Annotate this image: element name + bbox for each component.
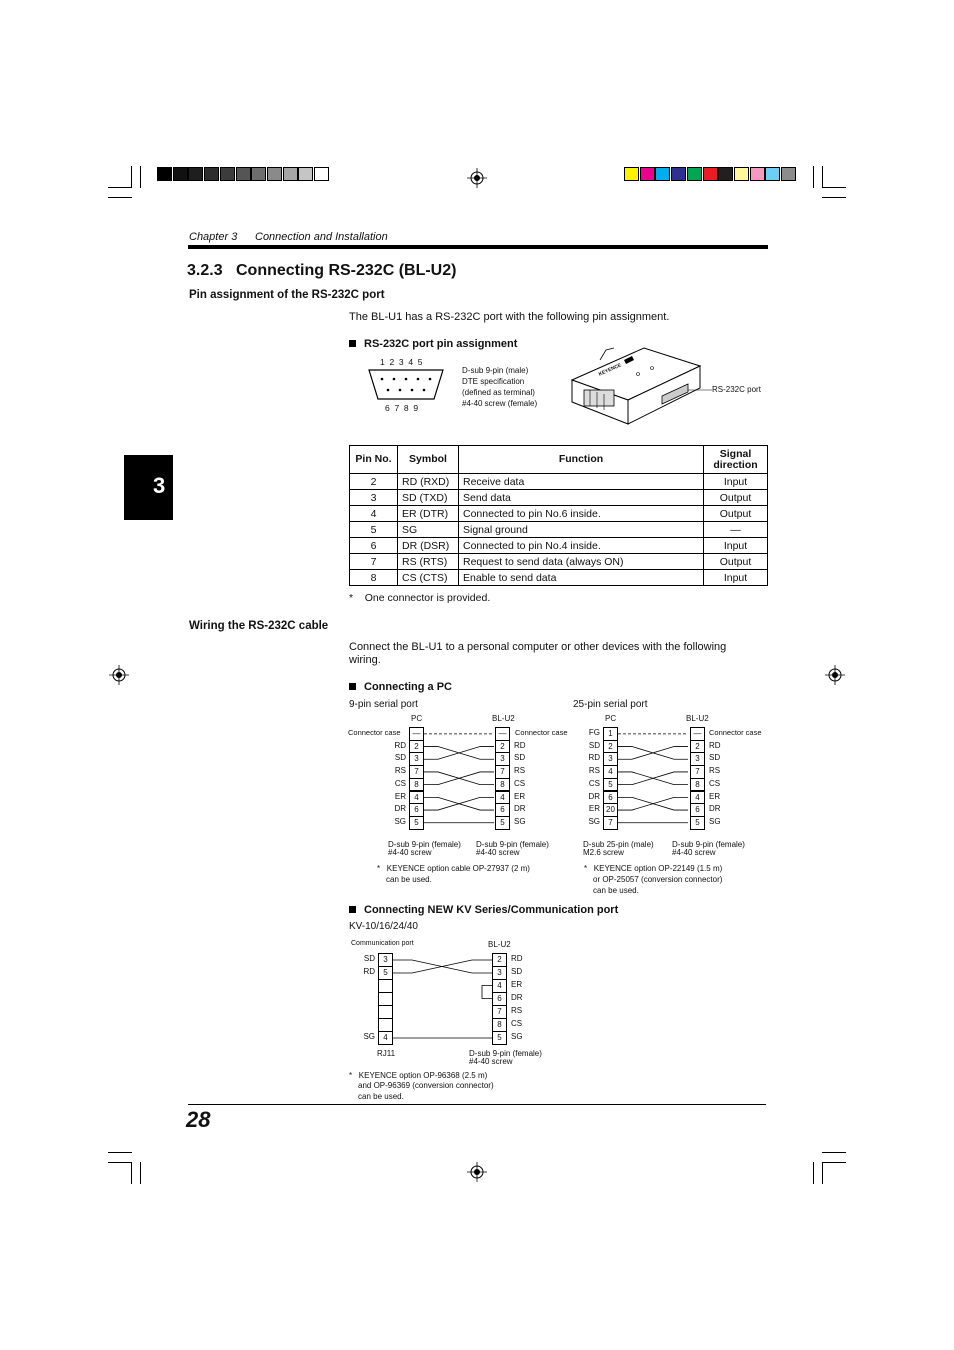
pin-number: 3 [603,752,618,766]
color-swatch [220,167,235,181]
pin-table-row [350,538,768,554]
twentyfive-pin-left-connector-screw: M2.6 screw [583,848,624,857]
signal-label: CS [514,778,526,788]
pin-number: — [409,727,424,741]
signal-label: SD [514,753,526,763]
color-swatch [718,167,733,181]
pin-number: 3 [409,752,424,766]
twentyfive-pin-case-right: Connector case [709,728,762,737]
nine-pin-title: 9-pin serial port [349,699,418,710]
nine-pin-right-connector-type: D-sub 9-pin (female) [476,840,549,849]
registration-target-icon [467,168,487,188]
pin-number: 4 [409,791,424,805]
pin-number: 3 [495,752,510,766]
pin-number: 7 [603,816,618,830]
twentyfive-pin-right-connector-type: D-sub 9-pin (female) [672,840,745,849]
pin-table-row [350,554,768,570]
nine-pin-note-2: can be used. [386,875,432,884]
color-swatch [298,167,313,181]
registration-target-icon [825,665,845,685]
signal-label: SD [588,740,600,750]
signal-label: RS [511,1006,523,1015]
pin-number: 7 [409,765,424,779]
color-swatch [703,167,718,181]
pin-table-header: Function [459,446,704,474]
twentyfive-pin-title: 25-pin serial port [573,699,648,710]
chapter-title: Connection and Installation [255,231,388,243]
loopback-wire [482,986,492,999]
pin-table-cell: Input [704,570,768,586]
signal-label: CS [709,778,721,788]
color-swatch [251,167,266,181]
kv-note-2: and OP-96369 (conversion connector) [358,1081,494,1090]
signal-label: SG [588,816,600,826]
section-number: 3.2.3 [187,262,223,279]
kv-left-label: Communication port [351,940,414,947]
pin-table-cell: Output [704,490,768,506]
signal-label: RD [363,967,375,976]
pin-table-cell: 6 [350,538,398,554]
pin-number: 4 [495,791,510,805]
nine-pin-right-label: BL-U2 [492,714,515,723]
color-swatch [204,167,219,181]
pin-number: — [495,727,510,741]
color-swatch [188,167,203,181]
signal-label: RD [709,740,721,750]
pin-number: — [690,727,705,741]
signal-label: DR [709,804,721,814]
pin-number: 5 [492,1031,507,1045]
pin-number: 8 [495,778,510,792]
signal-label: RS [394,766,406,776]
pin-table-cell: Output [704,554,768,570]
pin-table-cell: DR (DSR) [398,538,459,554]
bullet-square-icon [349,340,356,347]
pin-table-header: Symbol [398,446,459,474]
pin-number: 6 [495,803,510,817]
pin-number: 7 [492,1005,507,1019]
color-swatch [687,167,702,181]
pin-number: 4 [378,1031,393,1045]
pin-table-row [350,490,768,506]
color-swatch [624,167,639,181]
kv-connection-heading: Connecting NEW KV Series/Communication port [364,904,619,916]
pin-table-cell: Signal ground [459,522,704,538]
bl-u2-device-illustration [566,338,714,430]
device-port-label: RS-232C port [712,385,761,394]
pin-number: 6 [603,791,618,805]
signal-label: RD [588,753,600,763]
section-title: Connecting RS-232C (BL-U2) [236,262,457,279]
pin-table [349,445,768,586]
pin-table-cell: Request to send data (always ON) [459,554,704,570]
wire [618,747,688,760]
signal-label: RS [514,766,526,776]
header-rule [188,245,768,249]
nine-pin-left-connector-screw: #4-40 screw [388,848,432,857]
color-swatch [655,167,670,181]
signal-label: RS [709,766,721,776]
nine-pin-right-connector-screw: #4-40 screw [476,848,520,857]
nine-pin-left-label: PC [411,714,423,723]
signal-label: SG [363,1032,375,1041]
connector-desc-2: DTE specification [462,377,525,386]
pin-number: 7 [690,765,705,779]
pin-table-cell: Send data [459,490,704,506]
wire [424,772,494,785]
kv-models: KV-10/16/24/40 [349,921,418,932]
color-swatch [267,167,282,181]
pin-number [378,979,393,993]
signal-label: ER [514,791,526,801]
color-swatch [781,167,796,181]
pin-number: 2 [492,953,507,967]
signal-label: SG [514,816,526,826]
pin-number: 4 [690,791,705,805]
pin-assignment-heading: Pin assignment of the RS-232C port [189,289,385,301]
pin-table-cell: RS (RTS) [398,554,459,570]
color-swatch [173,167,188,181]
pin-table-cell: Enable to send data [459,570,704,586]
wire [618,772,688,785]
kv-right-label: BL-U2 [488,940,511,949]
connector-desc-1: D-sub 9-pin (male) [462,366,529,375]
signal-label: SG [709,816,721,826]
pin-table-row [350,570,768,586]
pin-table-cell: — [704,522,768,538]
kv-right-connector-type: D-sub 9-pin (female) [469,1049,542,1058]
pin-number: 7 [495,765,510,779]
color-swatch [640,167,655,181]
wire [424,747,494,760]
pin-table-cell: 5 [350,522,398,538]
color-swatch [671,167,686,181]
twentyfive-pin-right-label: BL-U2 [686,714,709,723]
pin-table-row [350,506,768,522]
signal-label: RD [511,954,523,963]
kv-note-3: can be used. [358,1092,404,1101]
connector-top-numbers: 1 2 3 4 5 [380,357,423,367]
pin-number: 3 [492,966,507,980]
pin-number: 8 [409,778,424,792]
pin-table-cell: ER (DTR) [398,506,459,522]
wire [392,960,492,973]
pin-number: 3 [378,953,393,967]
bullet-square-icon [349,683,356,690]
chapter-label: Chapter 3 [189,231,238,243]
pin-number: 5 [690,816,705,830]
pin-number [378,992,393,1006]
signal-label: RS [588,766,600,776]
pin-number: 5 [603,778,618,792]
signal-label: CS [588,778,600,788]
connector-desc-4: #4-40 screw (female) [462,399,538,408]
signal-label: RD [394,740,406,750]
pin-table-cell: 4 [350,506,398,522]
pin-table-cell: RD (RXD) [398,474,459,490]
signal-label: ER [511,980,523,989]
color-swatch [750,167,765,181]
twentyfive-pin-note-1: * KEYENCE option OP-22149 (1.5 m) [584,864,723,873]
registration-target-icon [467,1162,487,1182]
twentyfive-pin-left-connector-type: D-sub 25-pin (male) [583,840,654,849]
pin-number: 6 [492,992,507,1006]
pin-number: 1 [603,727,618,741]
signal-label: SG [511,1032,523,1041]
pin-number: 6 [409,803,424,817]
kv-wires [392,953,494,1045]
pin-number: 3 [690,752,705,766]
wire [618,797,688,810]
pin-number: 4 [492,979,507,993]
nine-pin-left-connector-type: D-sub 9-pin (female) [388,840,461,849]
pin-table-cell: 3 [350,490,398,506]
nine-pin-note-1: * KEYENCE option cable OP-27937 (2 m) [377,864,530,873]
chapter-side-tab [124,455,173,520]
connector-desc-3: (defined as terminal) [462,388,535,397]
wire [424,797,494,810]
signal-label: SG [394,816,406,826]
pin-table-cell: Receive data [459,474,704,490]
signal-label: ER [588,804,600,814]
twentyfive-pin-wires [618,727,688,830]
signal-label: ER [394,791,406,801]
pin-table-note: * One connector is provided. [349,592,491,604]
twentyfive-pin-note-3: can be used. [593,886,639,895]
signal-label: SD [709,753,721,763]
wiring-intro: Connect the BL-U1 to a personal computer or other devices with the following wiring. [349,641,727,666]
footer-rule [188,1104,766,1105]
nine-pin-case-left: Connector case [348,728,401,737]
pin-number: 2 [690,740,705,754]
pin-table-header: Signal direction [704,446,768,474]
pin-number [378,1005,393,1019]
signal-label: SD [363,954,375,963]
signal-label: RD [514,740,526,750]
color-swatch [734,167,749,181]
pin-table-cell: Input [704,538,768,554]
signal-label: ER [709,791,721,801]
device-brand-label: KEYENCE [597,362,623,378]
dsub-9pin-connector-icon [366,368,446,402]
pin-table-cell: 8 [350,570,398,586]
signal-label: CS [394,778,406,788]
pin-number: 2 [495,740,510,754]
pin-number: 5 [409,816,424,830]
pin-table-row [350,474,768,490]
chapter-side-tab-number: 3 [153,473,166,498]
twentyfive-pin-note-2: or OP-25057 (conversion connector) [593,875,723,884]
registration-target-icon [109,665,129,685]
wiring-heading: Wiring the RS-232C cable [189,620,329,632]
pin-table-cell: SD (TXD) [398,490,459,506]
pin-table-cell: SG [398,522,459,538]
pin-table-cell: Input [704,474,768,490]
pin-number: 5 [378,966,393,980]
color-swatch [314,167,329,181]
nine-pin-case-right: Connector case [515,728,568,737]
pin-assignment-subheading: RS-232C port pin assignment [364,338,518,350]
signal-label: DR [394,804,406,814]
pin-assignment-intro: The BL-U1 has a RS-232C port with the following pin assignment. [349,311,670,323]
nine-pin-wires [424,727,494,830]
twentyfive-pin-left-label: PC [605,714,617,723]
pc-connection-heading: Connecting a PC [364,681,453,693]
pin-number: 20 [603,803,618,817]
pin-table-cell: Connected to pin No.4 inside. [459,538,704,554]
pin-table-cell: CS (CTS) [398,570,459,586]
pin-number [378,1018,393,1032]
signal-label: DR [514,804,526,814]
kv-note-1: * KEYENCE option OP-96368 (2.5 m) [349,1071,488,1080]
pin-number: 5 [495,816,510,830]
signal-label: DR [511,993,523,1002]
pin-number: 8 [492,1018,507,1032]
pin-number: 2 [409,740,424,754]
kv-left-connector-type: RJ11 [377,1049,396,1058]
bullet-square-icon [349,906,356,913]
pin-table-cell: 2 [350,474,398,490]
pin-table-row [350,522,768,538]
twentyfive-pin-right-connector-screw: #4-40 screw [672,848,716,857]
pin-number: 4 [603,765,618,779]
pin-table-cell: Output [704,506,768,522]
color-swatch [157,167,172,181]
pin-table-cell: Connected to pin No.6 inside. [459,506,704,522]
color-swatch [236,167,251,181]
pin-table-cell: 7 [350,554,398,570]
signal-label: DR [588,791,600,801]
connector-bottom-numbers: 6 7 8 9 [385,403,419,413]
signal-label: SD [394,753,406,763]
pin-number: 2 [603,740,618,754]
pin-number: 6 [690,803,705,817]
color-swatch [283,167,298,181]
pin-table-header: Pin No. [350,446,398,474]
pin-number: 8 [690,778,705,792]
signal-label: SD [511,967,523,976]
signal-label: CS [511,1019,523,1028]
signal-label: FG [588,728,600,737]
color-swatch [765,167,780,181]
page-number: 28 [186,1107,211,1132]
kv-right-connector-screw: #4-40 screw [469,1057,513,1066]
